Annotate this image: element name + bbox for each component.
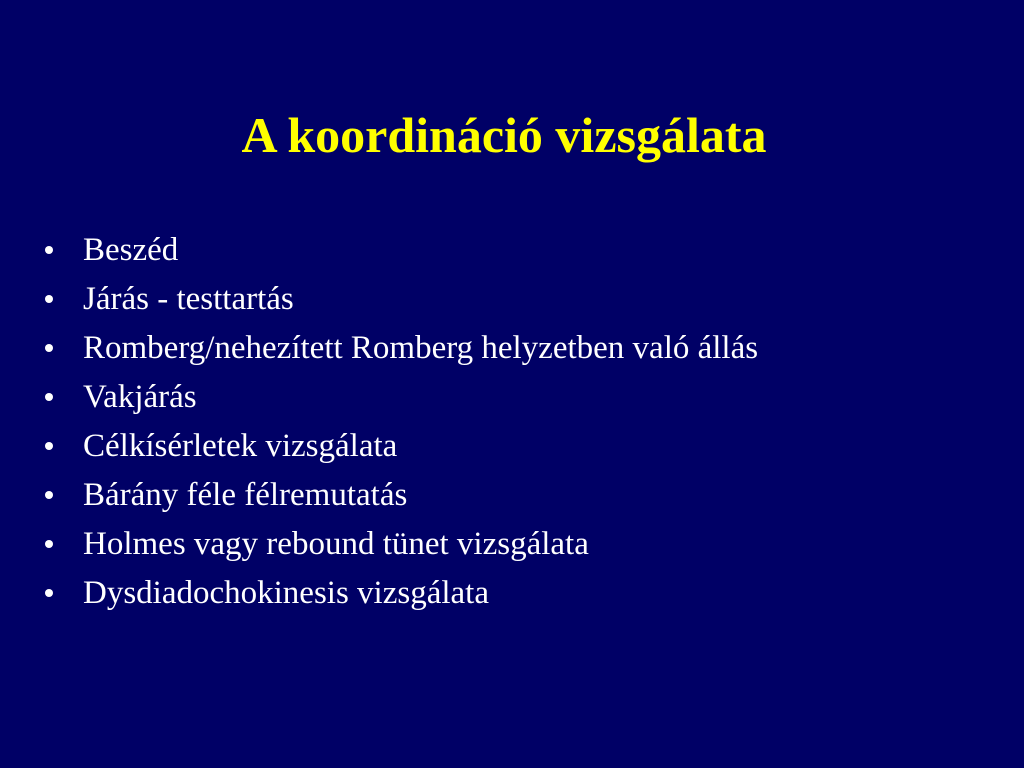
bullet-text: Vakjárás [83, 379, 197, 415]
list-item [0, 569, 1000, 618]
bullet-icon [45, 491, 53, 499]
bullet-text: Célkísérletek vizsgálata [83, 428, 398, 464]
bullet-text: Dysdiadochokinesis vizsgálata [83, 575, 489, 611]
bullet-list [0, 226, 1000, 618]
list-item [0, 520, 1000, 569]
bullet-icon [45, 246, 53, 254]
bullet-icon [45, 344, 53, 352]
bullet-text: Holmes vagy rebound tünet vizsgálata [83, 526, 589, 562]
slide-title: A koordináció vizsgálata [241, 107, 767, 163]
list-item [0, 471, 1000, 520]
list-item [0, 373, 1000, 422]
list-item [0, 226, 1000, 275]
bullet-text: Romberg/nehezített Romberg helyzetben való állás [83, 330, 759, 366]
bullet-text: Bárány féle félremutatás [83, 477, 408, 513]
bullet-text: Beszéd [83, 232, 179, 268]
bullet-icon [45, 295, 53, 303]
list-item [0, 324, 1000, 373]
list-item [0, 422, 1000, 471]
bullet-icon [45, 393, 53, 401]
list-item [0, 275, 1000, 324]
bullet-icon [45, 540, 53, 548]
bullet-text: Járás - testtartás [83, 281, 294, 317]
bullet-icon [45, 589, 53, 597]
bullet-icon [45, 442, 53, 450]
